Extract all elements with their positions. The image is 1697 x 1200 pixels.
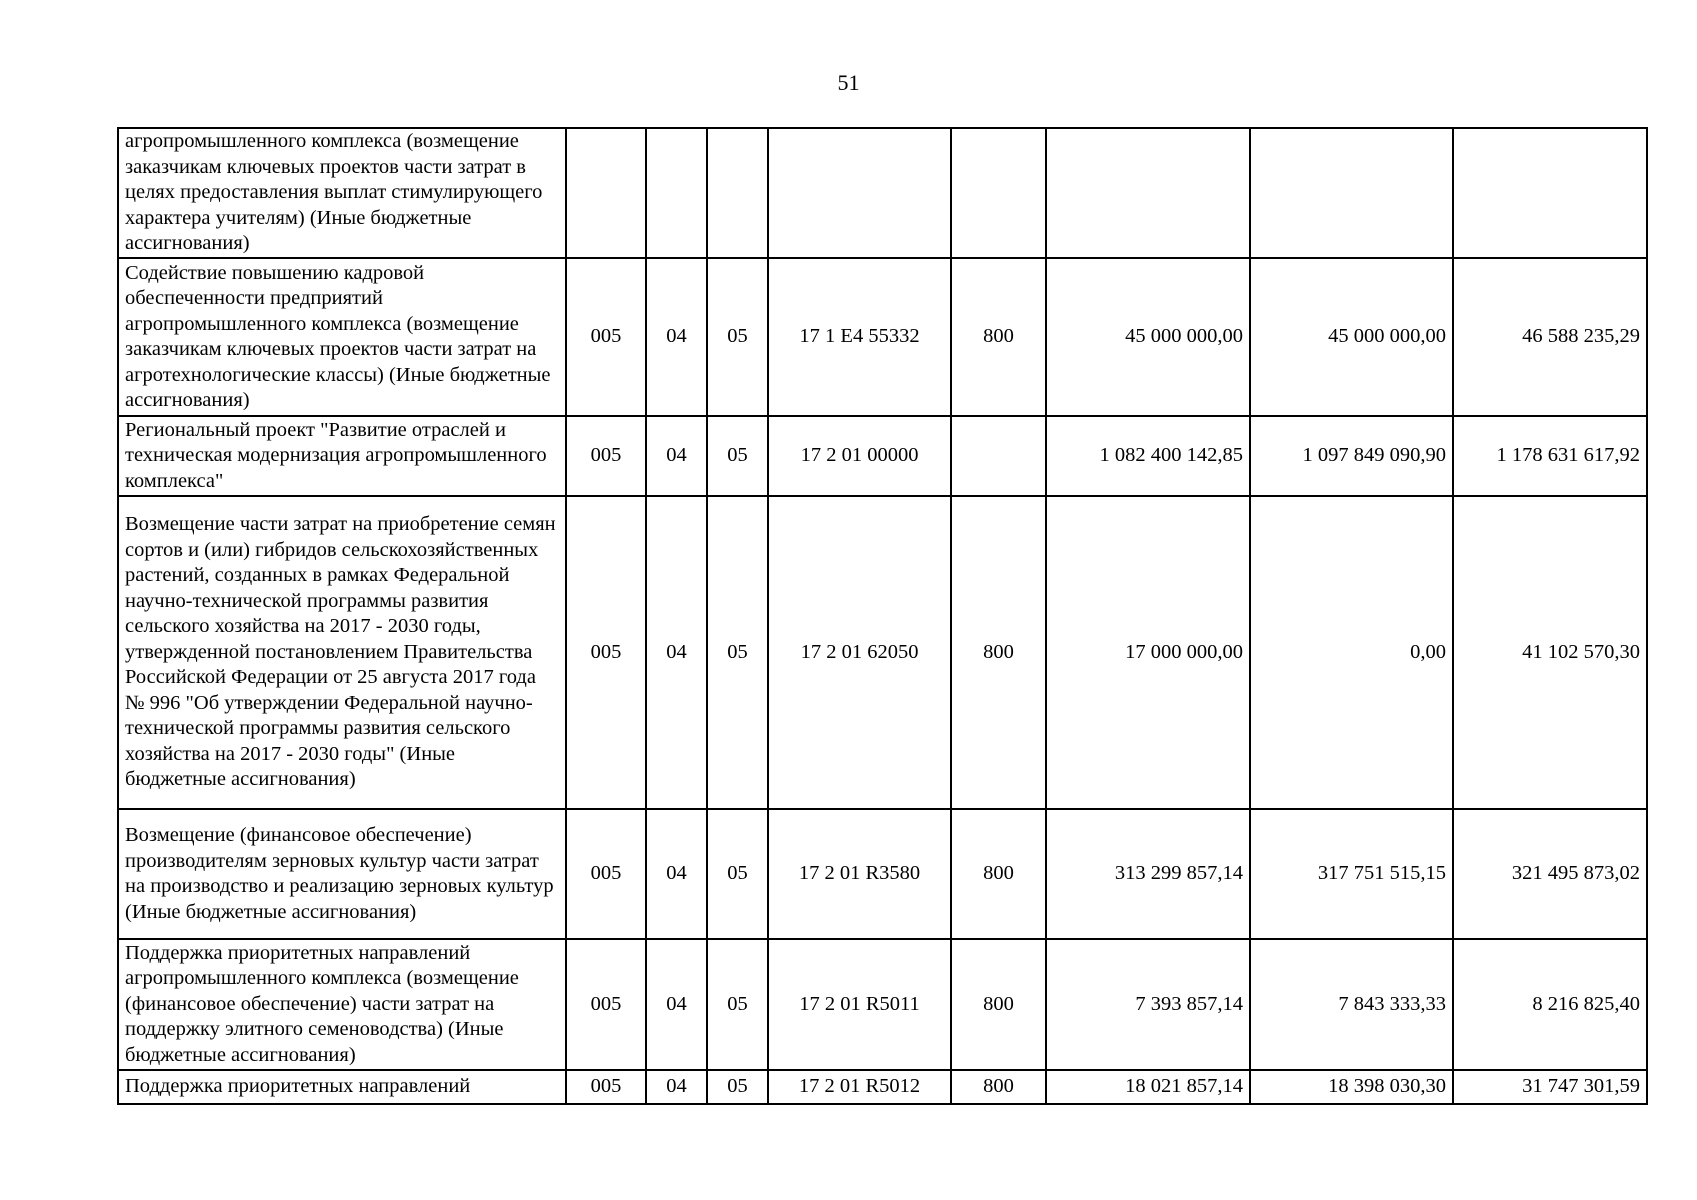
cell-sum-1: 1 082 400 142,85 bbox=[1046, 416, 1250, 496]
cell-target-article: 17 1 Е4 55332 bbox=[768, 258, 951, 416]
cell-section: 04 bbox=[646, 258, 707, 416]
cell-sum-3: 31 747 301,59 bbox=[1453, 1070, 1647, 1104]
table-row bbox=[118, 128, 1647, 258]
cell-sum-1 bbox=[1046, 128, 1250, 258]
budget-table-body bbox=[118, 128, 1647, 1104]
cell-sum-2: 0,00 bbox=[1250, 496, 1453, 809]
cell-subsection: 05 bbox=[707, 1070, 768, 1104]
cell-target-article bbox=[768, 128, 951, 258]
cell-sum-1: 18 021 857,14 bbox=[1046, 1070, 1250, 1104]
cell-sum-2: 7 843 333,33 bbox=[1250, 939, 1453, 1070]
cell-target-article: 17 2 01 R3580 bbox=[768, 809, 951, 939]
cell-expense-type bbox=[951, 416, 1046, 496]
cell-ministry-code bbox=[566, 128, 646, 258]
cell-sum-3: 41 102 570,30 bbox=[1453, 496, 1647, 809]
cell-ministry-code: 005 bbox=[566, 496, 646, 809]
cell-ministry-code: 005 bbox=[566, 1070, 646, 1104]
cell-description: Возмещение (финансовое обеспечение) производителям зерновых культур части затрат на производство и реализацию зерновых культур (Иные бюджетные ассигнования) bbox=[118, 809, 566, 939]
cell-subsection: 05 bbox=[707, 939, 768, 1070]
cell-description: Поддержка приоритетных направлений агропромышленного комплекса (возмещение (финансовое обеспечение) части затрат на поддержку элитного семеноводства) (Иные бюджетные ассигнования) bbox=[118, 939, 566, 1070]
cell-sum-3: 1 178 631 617,92 bbox=[1453, 416, 1647, 496]
cell-sum-3: 46 588 235,29 bbox=[1453, 258, 1647, 416]
cell-section: 04 bbox=[646, 809, 707, 939]
cell-target-article: 17 2 01 R5011 bbox=[768, 939, 951, 1070]
cell-expense-type: 800 bbox=[951, 809, 1046, 939]
cell-target-article: 17 2 01 R5012 bbox=[768, 1070, 951, 1104]
cell-target-article: 17 2 01 62050 bbox=[768, 496, 951, 809]
cell-sum-1: 313 299 857,14 bbox=[1046, 809, 1250, 939]
cell-section: 04 bbox=[646, 496, 707, 809]
cell-expense-type: 800 bbox=[951, 496, 1046, 809]
cell-target-article: 17 2 01 00000 bbox=[768, 416, 951, 496]
cell-subsection bbox=[707, 128, 768, 258]
cell-subsection: 05 bbox=[707, 496, 768, 809]
budget-table bbox=[117, 127, 1648, 1105]
cell-sum-1: 17 000 000,00 bbox=[1046, 496, 1250, 809]
table-row bbox=[118, 1070, 1647, 1104]
cell-subsection: 05 bbox=[707, 416, 768, 496]
cell-section bbox=[646, 128, 707, 258]
table-row bbox=[118, 416, 1647, 496]
table-row bbox=[118, 496, 1647, 809]
table-row bbox=[118, 809, 1647, 939]
cell-section: 04 bbox=[646, 1070, 707, 1104]
cell-section: 04 bbox=[646, 939, 707, 1070]
table-row bbox=[118, 939, 1647, 1070]
cell-expense-type: 800 bbox=[951, 939, 1046, 1070]
cell-sum-1: 7 393 857,14 bbox=[1046, 939, 1250, 1070]
cell-sum-2: 1 097 849 090,90 bbox=[1250, 416, 1453, 496]
cell-sum-2 bbox=[1250, 128, 1453, 258]
cell-ministry-code: 005 bbox=[566, 939, 646, 1070]
cell-description: Региональный проект "Развитие отраслей и техническая модернизация агропромышленного комплекса" bbox=[118, 416, 566, 496]
cell-sum-2: 18 398 030,30 bbox=[1250, 1070, 1453, 1104]
cell-ministry-code: 005 bbox=[566, 416, 646, 496]
cell-description: агропромышленного комплекса (возмещение заказчикам ключевых проектов части затрат в целях предоставления выплат стимулирующего характера учителям) (Иные бюджетные ассигнования) bbox=[118, 128, 566, 258]
cell-subsection: 05 bbox=[707, 809, 768, 939]
cell-sum-2: 317 751 515,15 bbox=[1250, 809, 1453, 939]
table-row bbox=[118, 258, 1647, 416]
page-number: 51 bbox=[837, 70, 860, 95]
cell-ministry-code: 005 bbox=[566, 809, 646, 939]
cell-expense-type: 800 bbox=[951, 1070, 1046, 1104]
cell-sum-3: 8 216 825,40 bbox=[1453, 939, 1647, 1070]
cell-sum-3: 321 495 873,02 bbox=[1453, 809, 1647, 939]
cell-subsection: 05 bbox=[707, 258, 768, 416]
cell-section: 04 bbox=[646, 416, 707, 496]
cell-description: Возмещение части затрат на приобретение семян сортов и (или) гибридов сельскохозяйственных растений, созданных в рамках Федеральной научно-технической программы развития сельского хозяйства на 2017 - 2030 годы, утвержденной постановлением Правительства Российской Федерации от 25 августа 2017 года № 996 "Об утверждении Федеральной научно-технической программы развития сельского хозяйства на 2017 - 2030 годы" (Иные бюджетные ассигнования) bbox=[118, 496, 566, 809]
cell-description: Содействие повышению кадровой обеспеченности предприятий агропромышленного комплекса (возмещение заказчикам ключевых проектов части затрат на агротехнологические классы) (Иные бюджетные ассигнования) bbox=[118, 258, 566, 416]
cell-expense-type bbox=[951, 128, 1046, 258]
cell-ministry-code: 005 bbox=[566, 258, 646, 416]
cell-expense-type: 800 bbox=[951, 258, 1046, 416]
cell-description: Поддержка приоритетных направлений bbox=[118, 1070, 566, 1104]
cell-sum-1: 45 000 000,00 bbox=[1046, 258, 1250, 416]
cell-sum-2: 45 000 000,00 bbox=[1250, 258, 1453, 416]
cell-sum-3 bbox=[1453, 128, 1647, 258]
